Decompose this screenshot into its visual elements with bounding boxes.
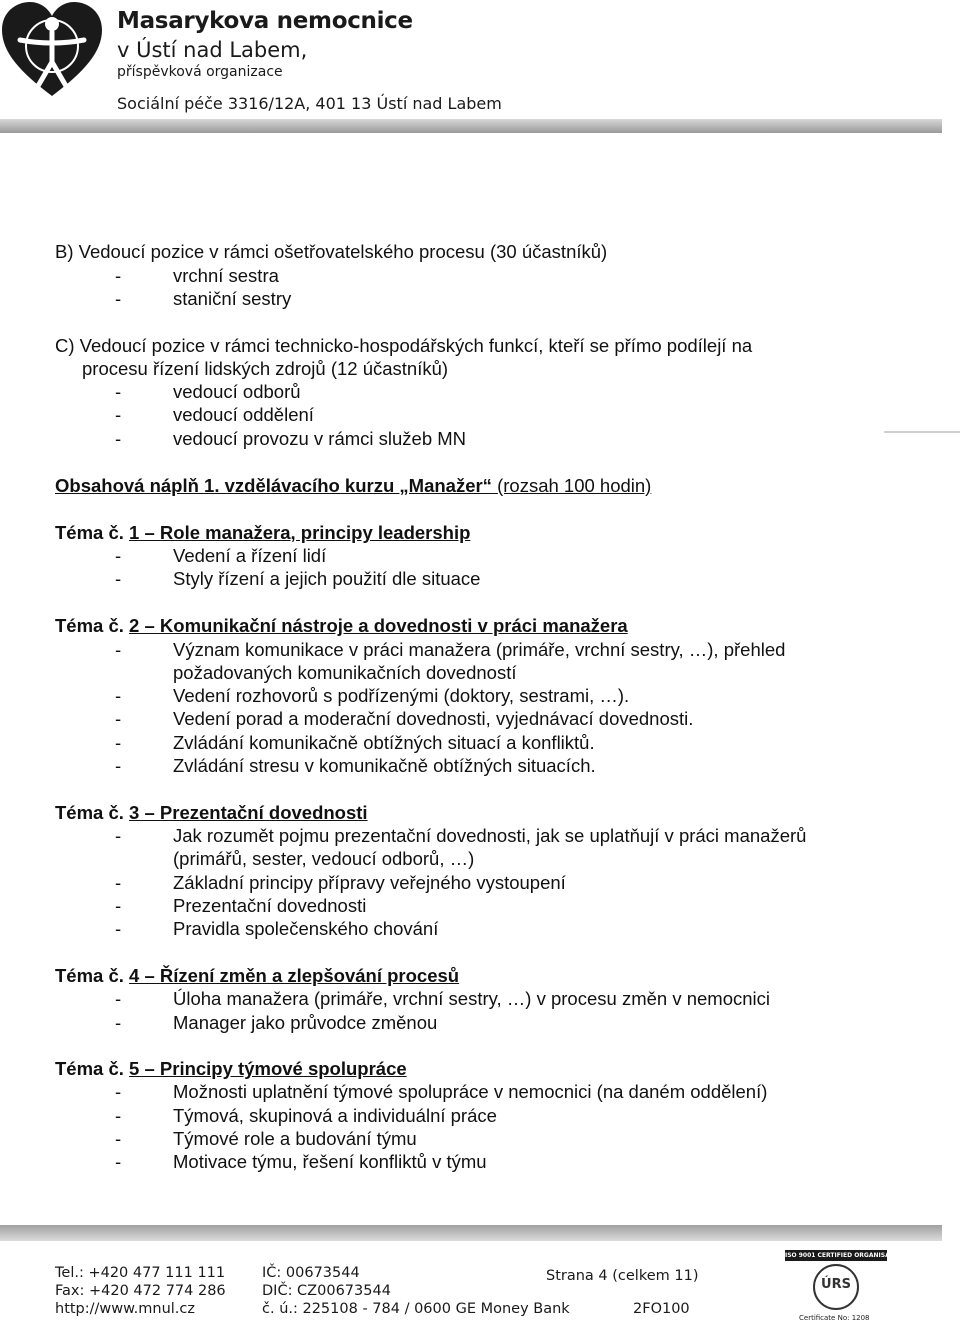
topic-label: Téma č. [55, 965, 124, 986]
footer-ic: IČ: 00673544 [262, 1265, 360, 1281]
bullet-dash: - [115, 265, 122, 286]
topic-heading [55, 522, 470, 544]
list-item: Význam komunikace v práci manažera (primáře, vrchní sestry, …), přehled [173, 639, 786, 660]
bullet-dash: - [115, 1151, 122, 1172]
org-address: Sociální péče 3316/12A, 401 13 Ústí nad Labem [117, 94, 502, 113]
topic-title: 3 – Prezentační dovednosti [129, 802, 368, 823]
bullet-dash: - [115, 872, 122, 893]
bullet-dash: - [115, 545, 122, 566]
list-item: Jak rozumět pojmu prezentační dovednosti, jak se uplatňují v práci manažerů [173, 825, 807, 846]
hospital-logo [0, 0, 104, 100]
bullet-dash: - [115, 895, 122, 916]
topic-heading [55, 965, 459, 987]
bullet-dash: - [115, 1081, 122, 1102]
org-name: Masarykova nemocnice [117, 8, 413, 34]
list-item: staniční sestry [173, 288, 292, 309]
section-c-heading-cont: procesu řízení lidských zdrojů (12 účastníků) [82, 358, 449, 379]
topic-label: Téma č. [55, 522, 124, 543]
list-item: Zvládání komunikačně obtížných situací a konfliktů. [173, 732, 595, 753]
certification-badge [785, 1250, 906, 1326]
bullet-dash: - [115, 1012, 122, 1033]
course-title-row [55, 475, 651, 497]
footer-tel: Tel.: +420 477 111 111 [55, 1265, 226, 1281]
list-item: Styly řízení a jejich použití dle situace [173, 568, 481, 589]
bullet-dash: - [115, 404, 122, 425]
page-number: Strana 4 (celkem 11) [546, 1268, 699, 1284]
bullet-dash: - [115, 708, 122, 729]
footer-divider [0, 1225, 942, 1241]
section-b-heading: B) Vedoucí pozice v rámci ošetřovatelského procesu (30 účastníků) [55, 241, 608, 262]
bullet-dash: - [115, 825, 122, 846]
list-item-cont: (primářů, sester, vedoucí odborů, …) [173, 848, 475, 869]
topic-title: 1 – Role manažera, principy leadership [129, 522, 471, 543]
topic-title: 4 – Řízení změn a zlepšování procesů [129, 965, 460, 986]
list-item: Týmová, skupinová a individuální práce [173, 1105, 497, 1126]
list-item: Prezentační dovednosti [173, 895, 367, 916]
cert-mark: ÚRS [821, 1277, 851, 1292]
topic-heading [55, 615, 628, 637]
topic-heading [55, 1058, 407, 1080]
bullet-dash: - [115, 918, 122, 939]
list-item: Úloha manažera (primáře, vrchní sestry, …) v procesu změn v nemocnici [173, 988, 770, 1009]
list-item: Manager jako průvodce změnou [173, 1012, 438, 1033]
list-item: vedoucí provozu v rámci služeb MN [173, 428, 467, 449]
margin-rule [884, 431, 960, 433]
bullet-dash: - [115, 732, 122, 753]
topic-title: 5 – Principy týmové spolupráce [129, 1058, 407, 1079]
doc-code: 2FO100 [633, 1301, 690, 1317]
list-item: Možnosti uplatnění týmové spolupráce v nemocnici (na daném oddělení) [173, 1081, 768, 1102]
header-divider [0, 119, 942, 133]
cert-number: Certificate No: 1208 [799, 1314, 870, 1322]
list-item: vedoucí odborů [173, 381, 301, 402]
org-type: příspěvková organizace [117, 64, 283, 80]
bullet-dash: - [115, 428, 122, 449]
list-item: vedoucí oddělení [173, 404, 314, 425]
list-item: Vedení a řízení lidí [173, 545, 327, 566]
list-item: Vedení porad a moderační dovednosti, vyjednávací dovednosti. [173, 708, 694, 729]
bullet-dash: - [115, 685, 122, 706]
bullet-dash: - [115, 288, 122, 309]
topic-label: Téma č. [55, 1058, 124, 1079]
section-c-heading: C) Vedoucí pozice v rámci technicko-hospodářských funkcí, kteří se přímo podílejí na [55, 335, 753, 356]
list-item: Týmové role a budování týmu [173, 1128, 417, 1149]
bullet-dash: - [115, 755, 122, 776]
course-title: Obsahová náplň 1. vzdělávacího kurzu „Manažer“ [55, 475, 492, 496]
topic-heading [55, 802, 368, 824]
list-item: Motivace týmu, řešení konfliktů v týmu [173, 1151, 487, 1172]
list-item-cont: požadovaných komunikačních dovedností [173, 662, 517, 683]
topic-title: 2 – Komunikační nástroje a dovednosti v práci manažera [129, 615, 628, 636]
cert-banner: ISO 9001 CERTIFIED ORGANISATION [785, 1252, 906, 1259]
footer-dic: DIČ: CZ00673544 [262, 1283, 391, 1299]
list-item: Základní principy přípravy veřejného vystoupení [173, 872, 566, 893]
list-item: Pravidla společenského chování [173, 918, 439, 939]
bullet-dash: - [115, 1105, 122, 1126]
list-item: vrchní sestra [173, 265, 279, 286]
bullet-dash: - [115, 1128, 122, 1149]
topic-label: Téma č. [55, 802, 124, 823]
footer-fax: Fax: +420 472 774 286 [55, 1283, 226, 1299]
org-city: v Ústí nad Labem, [117, 38, 308, 62]
bullet-dash: - [115, 988, 122, 1009]
bullet-dash: - [115, 381, 122, 402]
topic-label: Téma č. [55, 615, 124, 636]
list-item: Vedení rozhovorů s podřízenými (doktory, sestrami, …). [173, 685, 630, 706]
bullet-dash: - [115, 568, 122, 589]
course-scope: (rozsah 100 hodin) [497, 475, 652, 496]
list-item: Zvládání stresu v komunikačně obtížných situacích. [173, 755, 596, 776]
bullet-dash: - [115, 639, 122, 660]
footer-account: č. ú.: 225108 - 784 / 0600 GE Money Bank [262, 1301, 570, 1317]
footer-web[interactable]: http://www.mnul.cz [55, 1301, 196, 1317]
